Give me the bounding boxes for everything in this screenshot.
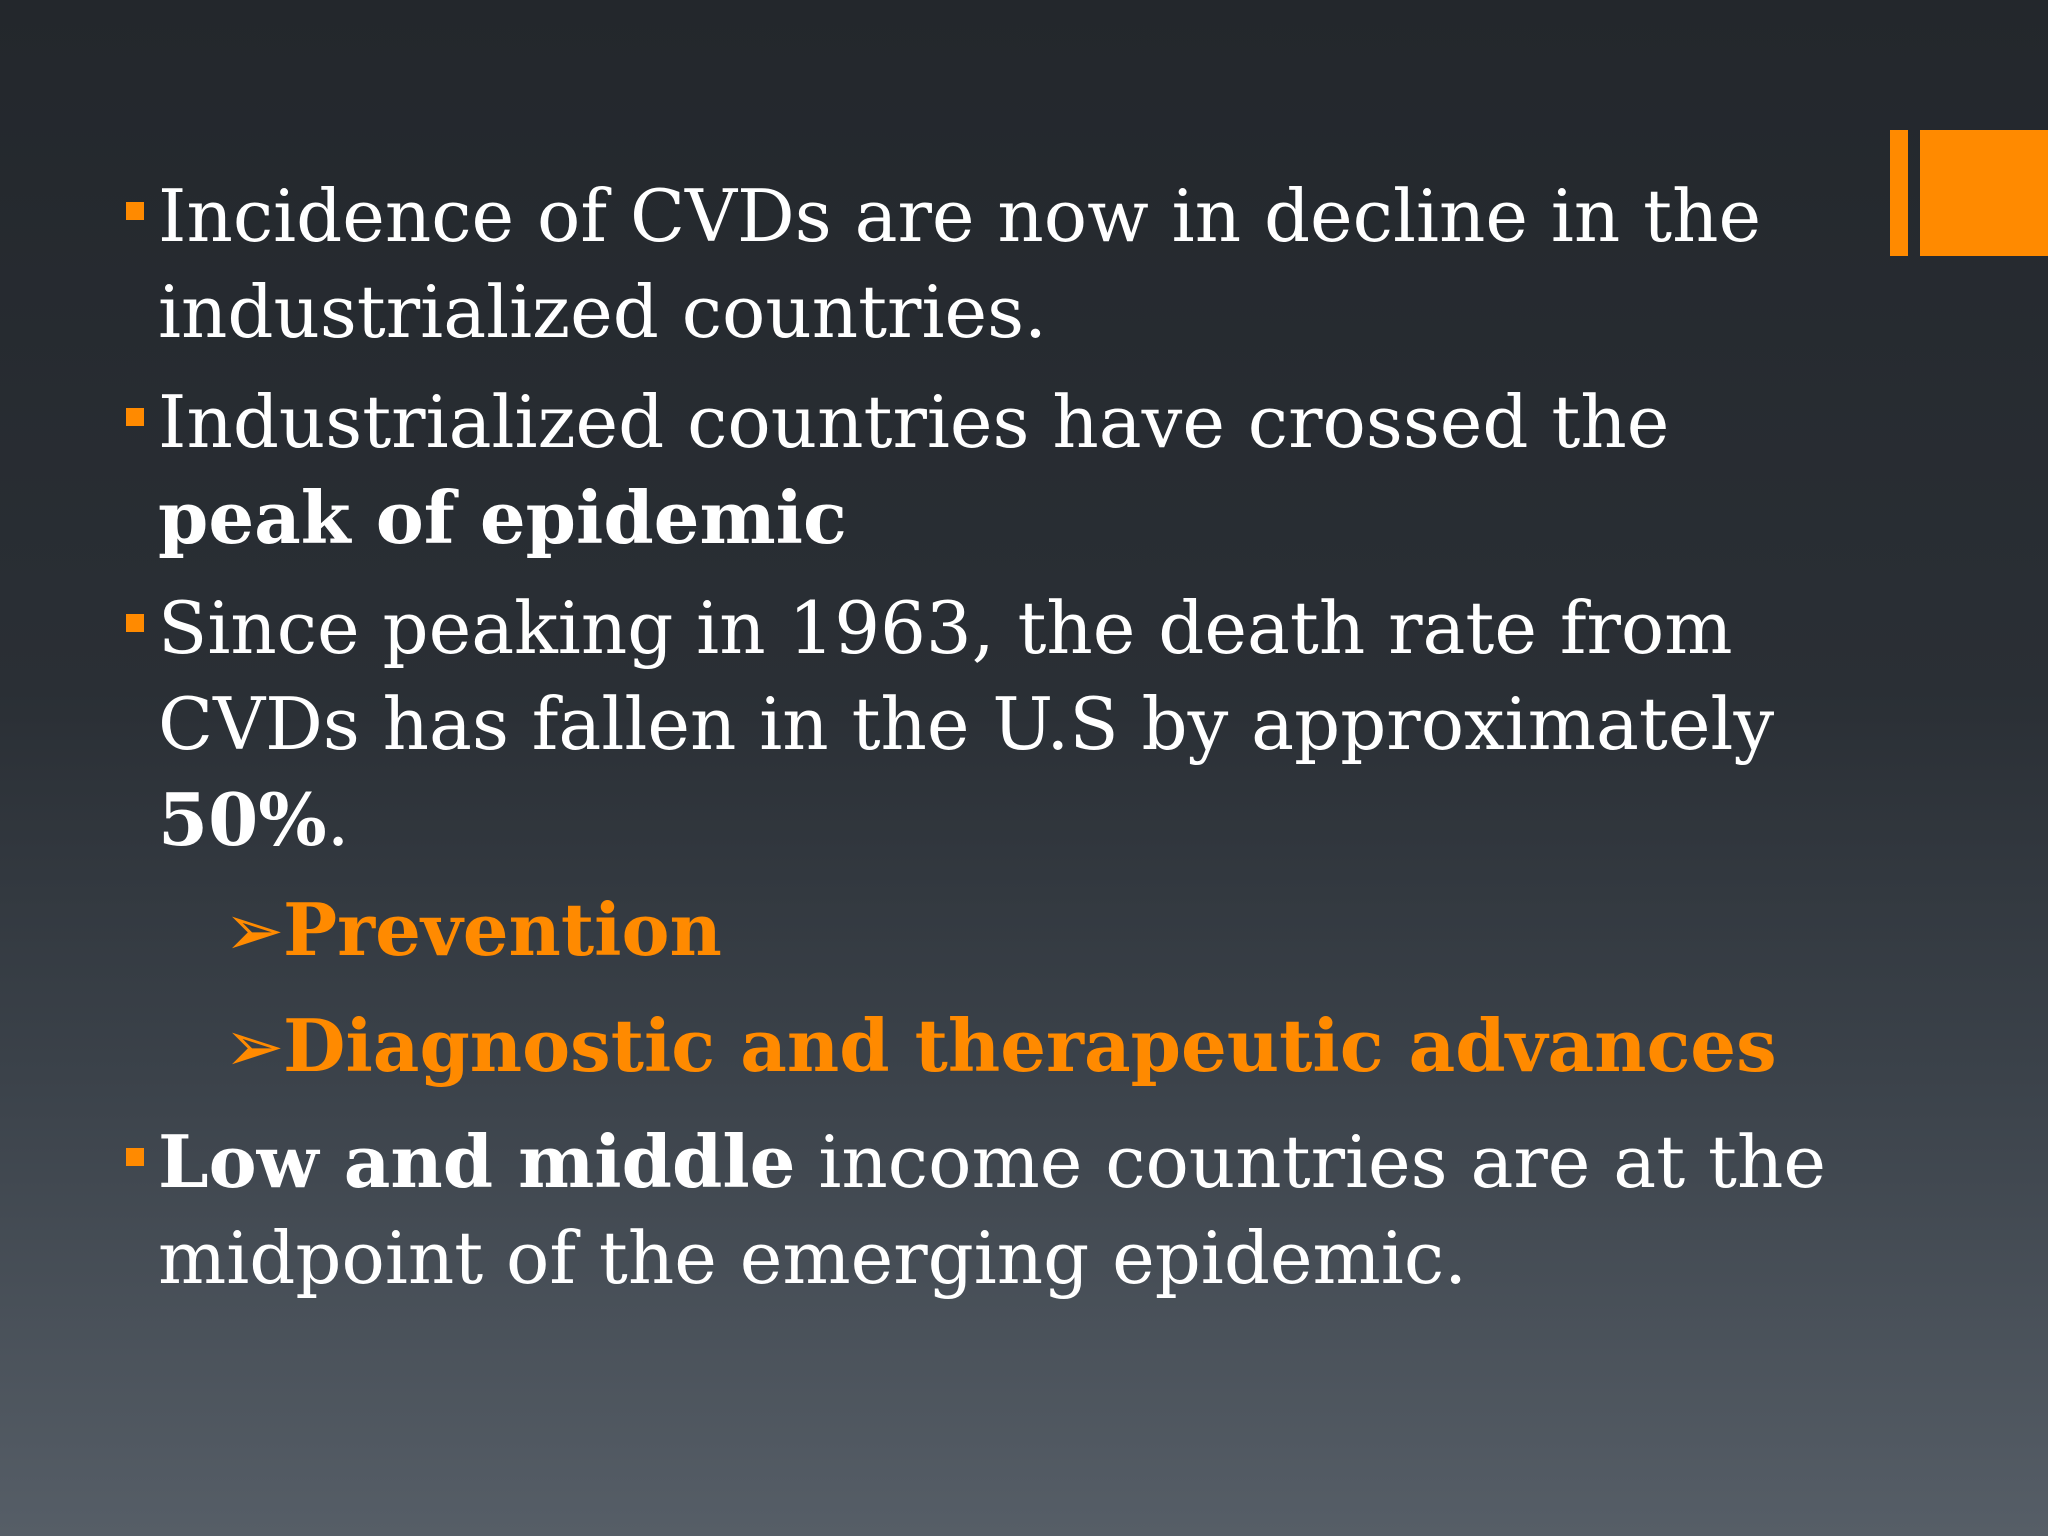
square-bullet-icon <box>126 202 144 220</box>
bullet-bold-text: 50% <box>158 777 327 862</box>
bullet-item-1 <box>120 168 1920 360</box>
bullet-text: income countries are at the <box>795 1120 1826 1204</box>
bullet-line: industrialized countries. <box>158 270 1047 354</box>
square-bullet-icon <box>126 1148 144 1166</box>
sub-bullet-item-1 <box>120 882 1920 978</box>
bullet-item-4 <box>120 1114 1920 1306</box>
accent-bar-block <box>1920 130 2048 256</box>
sub-bullet-label: Prevention <box>283 887 722 972</box>
bullet-item-2 <box>120 374 1920 566</box>
bullet-line: Since peaking in 1963, the death rate from <box>158 586 1733 670</box>
square-bullet-icon <box>126 408 144 426</box>
sub-bullet-label: Diagnostic and therapeutic advances <box>283 1003 1777 1088</box>
bullet-bold-text: peak of epidemic <box>158 475 847 560</box>
bullet-item-3 <box>120 580 1920 868</box>
arrow-bullet-icon: ➢ <box>224 1004 285 1088</box>
bullet-line: Industrialized countries have crossed the <box>158 380 1670 464</box>
sub-bullet-item-2 <box>120 998 1920 1094</box>
bullet-text: . <box>326 778 350 862</box>
bullet-line: midpoint of the emerging epidemic. <box>158 1216 1468 1300</box>
slide-content <box>120 168 1920 1320</box>
bullet-line: Incidence of CVDs are now in decline in the <box>158 174 1762 258</box>
bullet-line: CVDs has fallen in the U.S by approximately <box>158 682 1775 766</box>
bullet-bold-text: Low and middle <box>158 1119 796 1204</box>
square-bullet-icon <box>126 614 144 632</box>
arrow-bullet-icon: ➢ <box>224 888 285 972</box>
